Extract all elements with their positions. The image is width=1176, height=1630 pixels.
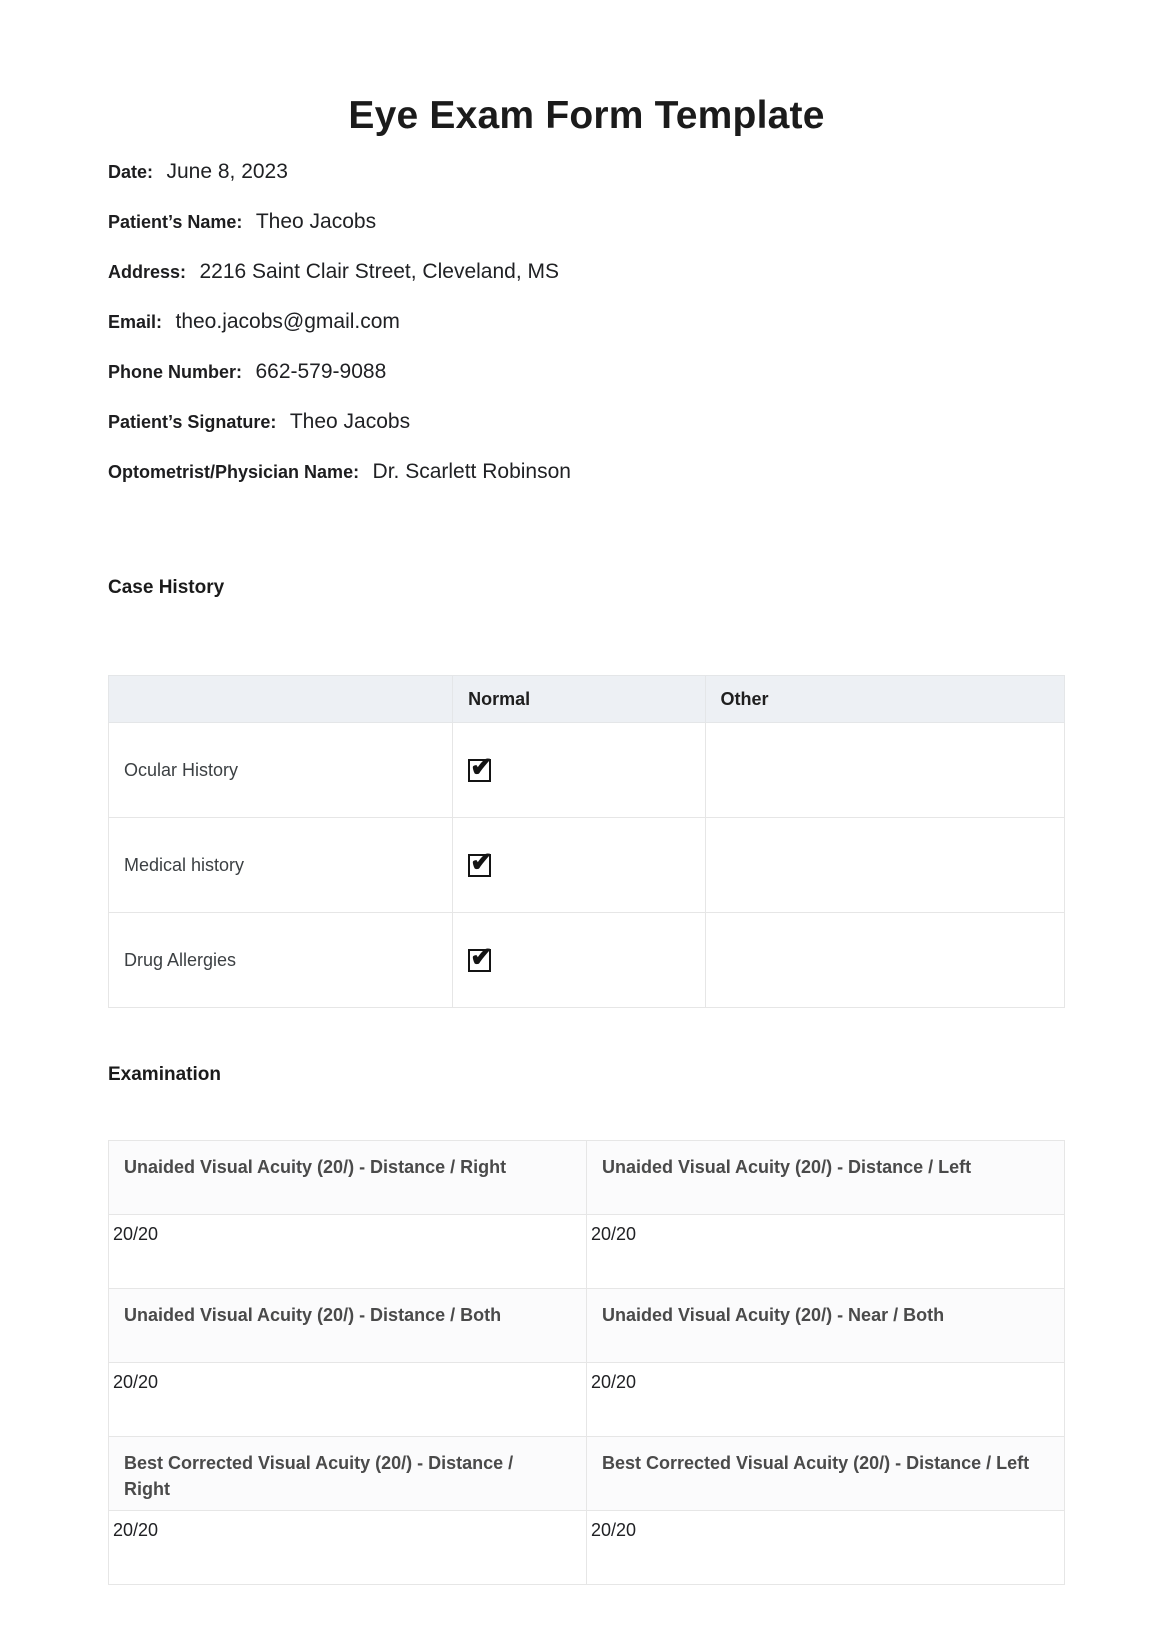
ocular-normal-checkbox[interactable] xyxy=(468,751,493,782)
field-row-physician xyxy=(108,459,1065,487)
check-mark-icon: ✔ xyxy=(470,751,493,782)
case-history-row-medical xyxy=(109,818,1065,913)
case-history-header-row xyxy=(109,676,1065,723)
check-mark-icon: ✔ xyxy=(470,941,493,972)
date-value: June 8, 2023 xyxy=(166,160,288,183)
normal-cell-allergies xyxy=(453,913,705,1008)
normal-cell-ocular xyxy=(453,723,705,818)
check-mark-icon: ✔ xyxy=(470,846,493,877)
signature-value: Theo Jacobs xyxy=(289,410,411,433)
exam-value-unaided-near-both: 20/20 xyxy=(587,1363,1065,1437)
date-label: Date: xyxy=(108,162,154,182)
exam-label-unaided-distance-right: Unaided Visual Acuity (20/) - Distance / Right xyxy=(109,1141,587,1215)
exam-label-unaided-near-both: Unaided Visual Acuity (20/) - Near / Both xyxy=(587,1289,1065,1363)
other-cell-allergies xyxy=(705,913,1064,1008)
exam-value-row-1 xyxy=(109,1215,1065,1289)
field-row-patient-name xyxy=(108,209,1065,237)
field-row-date xyxy=(108,159,1065,187)
patient-info-fields xyxy=(108,159,1065,487)
address-label: Address: xyxy=(108,262,187,282)
exam-label-unaided-distance-left: Unaided Visual Acuity (20/) - Distance / Left xyxy=(587,1141,1065,1215)
address-value: 2216 Saint Clair Street, Cleveland, MS xyxy=(199,260,559,283)
exam-value-unaided-distance-both: 20/20 xyxy=(109,1363,587,1437)
physician-value: Dr. Scarlett Robinson xyxy=(372,460,571,483)
email-label: Email: xyxy=(108,312,163,332)
case-history-col-other: Other xyxy=(705,676,1064,723)
case-history-table xyxy=(108,675,1065,1008)
case-history-row-ocular xyxy=(109,723,1065,818)
case-history-row-allergies xyxy=(109,913,1065,1008)
phone-value: 662-579-9088 xyxy=(255,360,387,383)
field-row-address xyxy=(108,259,1065,287)
exam-label-corrected-distance-right: Best Corrected Visual Acuity (20/) - Distance / Right xyxy=(109,1437,587,1511)
exam-value-row-2 xyxy=(109,1363,1065,1437)
page-title: Eye Exam Form Template xyxy=(348,94,825,137)
row-label-medical-history: Medical history xyxy=(109,818,453,913)
exam-value-unaided-distance-left: 20/20 xyxy=(587,1215,1065,1289)
other-cell-ocular xyxy=(705,723,1064,818)
exam-header-row-1 xyxy=(109,1141,1065,1215)
normal-cell-medical xyxy=(453,818,705,913)
other-cell-medical xyxy=(705,818,1064,913)
email-value: theo.jacobs@gmail.com xyxy=(175,310,400,333)
examination-heading: Examination xyxy=(108,1064,221,1085)
exam-value-row-3 xyxy=(109,1511,1065,1585)
field-row-signature xyxy=(108,409,1065,437)
patient-name-value: Theo Jacobs xyxy=(255,210,377,233)
exam-value-corrected-distance-right: 20/20 xyxy=(109,1511,587,1585)
exam-value-corrected-distance-left: 20/20 xyxy=(587,1511,1065,1585)
exam-label-corrected-distance-left: Best Corrected Visual Acuity (20/) - Distance / Left xyxy=(587,1437,1065,1511)
case-history-heading: Case History xyxy=(108,577,225,598)
exam-value-unaided-distance-right: 20/20 xyxy=(109,1215,587,1289)
patient-name-label: Patient’s Name: xyxy=(108,212,243,232)
signature-label: Patient’s Signature: xyxy=(108,412,277,432)
exam-label-unaided-distance-both: Unaided Visual Acuity (20/) - Distance / Both xyxy=(109,1289,587,1363)
case-history-col-item xyxy=(109,676,453,723)
physician-label: Optometrist/Physician Name: xyxy=(108,462,360,482)
allergies-normal-checkbox[interactable] xyxy=(468,941,493,972)
phone-label: Phone Number: xyxy=(108,362,243,382)
examination-table xyxy=(108,1140,1065,1585)
exam-header-row-3 xyxy=(109,1437,1065,1511)
row-label-ocular-history: Ocular History xyxy=(109,723,453,818)
field-row-email xyxy=(108,309,1065,337)
exam-header-row-2 xyxy=(109,1289,1065,1363)
medical-normal-checkbox[interactable] xyxy=(468,846,493,877)
field-row-phone xyxy=(108,359,1065,387)
row-label-drug-allergies: Drug Allergies xyxy=(109,913,453,1008)
case-history-col-normal: Normal xyxy=(453,676,705,723)
